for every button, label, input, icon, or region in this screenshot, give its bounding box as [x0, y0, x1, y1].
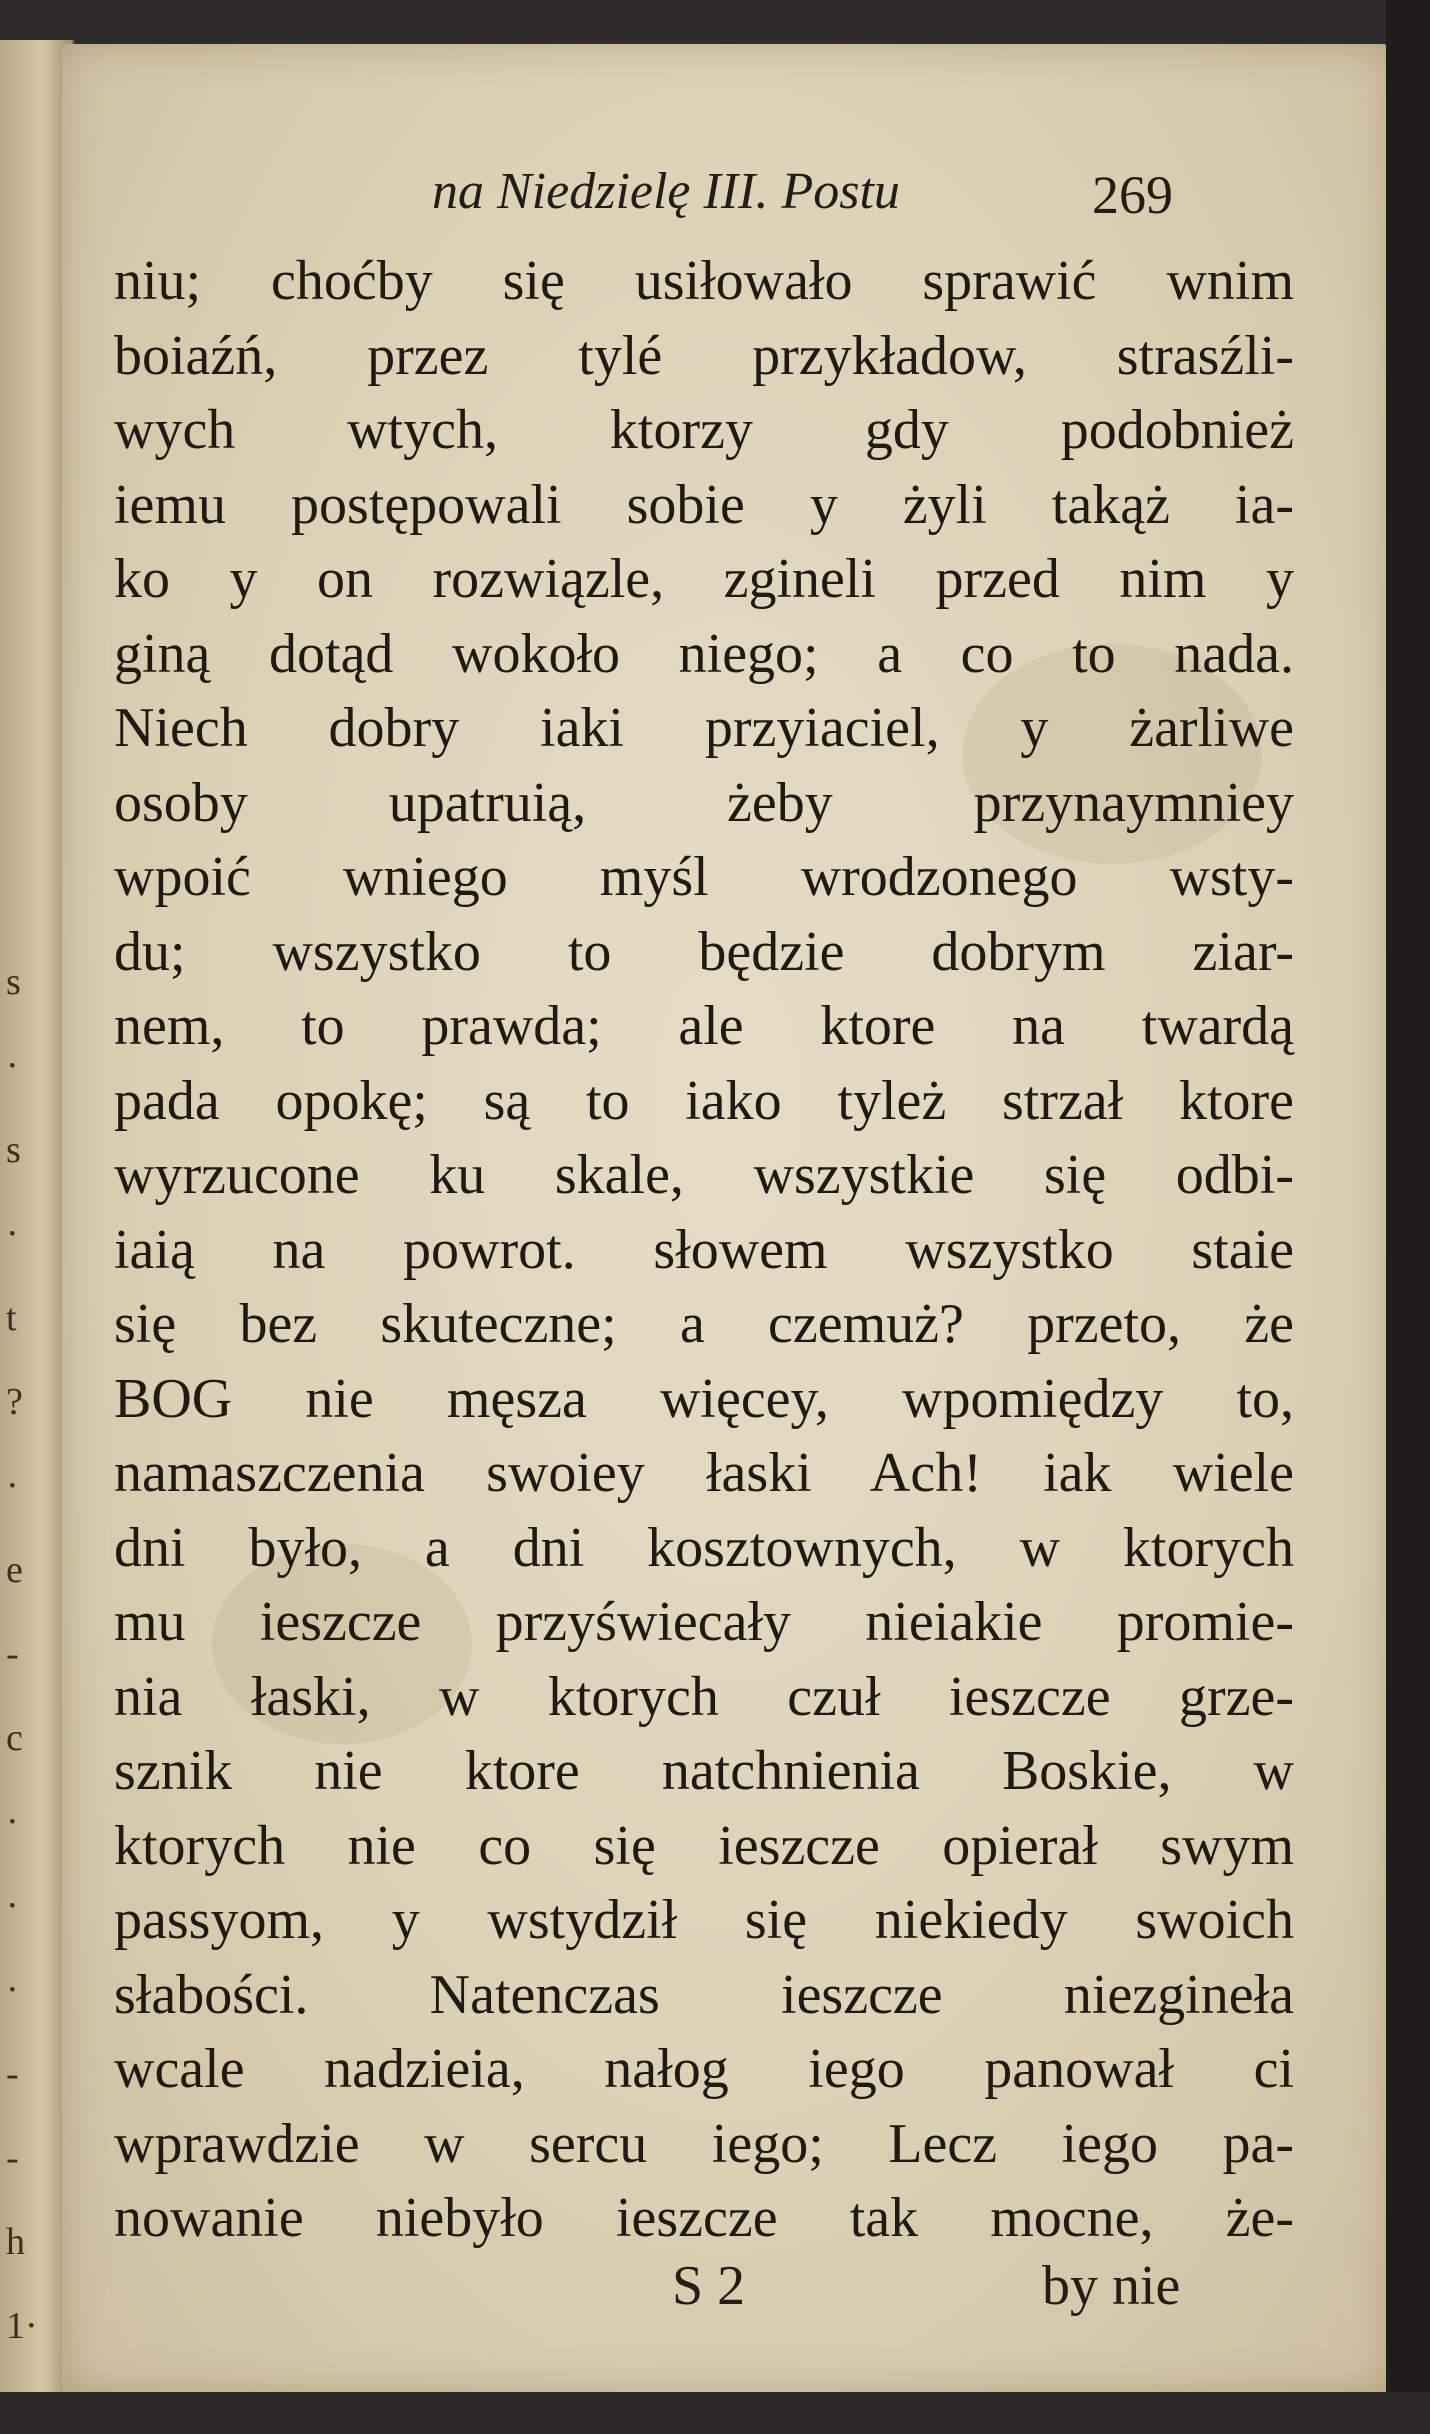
text-line: passyom, y wstydził się niekiedy swoich: [114, 1889, 1294, 1951]
scanner-background-bottom: [0, 2392, 1430, 2434]
text-line: ko y on rozwiązle, zgineli przed nim y: [114, 548, 1294, 610]
text-line: boiaźń, przez tylé przykładow, strasźli-: [114, 324, 1294, 387]
text-line: wych wtych, ktorzy gdy podobnież: [114, 399, 1294, 461]
body-text: [114, 244, 1294, 2256]
catchword: by nie: [1042, 2255, 1181, 2317]
text-line: wprawdzie w sercu iego; Lecz iego pa-: [114, 2112, 1294, 2175]
text-line: namaszczenia swoiey łaski Ach! iak wiele: [114, 1442, 1294, 1504]
text-line: wyrzucone ku skale, wszystkie się odbi-: [114, 1144, 1294, 1206]
prev-mark: h: [6, 2221, 25, 2263]
text-line: mu ieszcze przyświecały nieiakie promie-: [114, 1591, 1294, 1653]
scanner-background-top: [0, 0, 1430, 44]
page-header: [132, 154, 1292, 234]
book-page: [62, 44, 1392, 2394]
text-line: giną dotąd wokoło niego; a co to nada.: [114, 622, 1294, 685]
prev-mark: ·: [6, 1213, 19, 1255]
text-line: słabości. Natenczas ieszcze niezgineła: [114, 1963, 1294, 2026]
text-line: pada opokę; są to iako tyleż strzał ktore: [114, 1069, 1294, 1132]
text-line: się bez skuteczne; a czemuż? przeto, że: [114, 1293, 1294, 1355]
text-line: BOG nie męsza więcey, wpomiędzy to,: [114, 1367, 1294, 1430]
prev-mark: s: [6, 961, 21, 1003]
prev-mark: t: [6, 1297, 17, 1339]
prev-mark: -: [6, 1633, 19, 1675]
text-line: nowanie niebyło ieszcze tak mocne, że-: [114, 2187, 1294, 2249]
signature-mark: S 2: [672, 2255, 746, 2317]
prev-mark: ·: [6, 1969, 19, 2011]
prev-mark: -: [6, 2137, 19, 2179]
page-number: 269: [1092, 165, 1173, 225]
prev-mark: ·: [6, 1885, 19, 1927]
prev-mark: s: [6, 1129, 21, 1171]
text-line: du; wszystko to będzie dobrym ziar-: [114, 920, 1294, 983]
text-line: wpoić wniego myśl wrodzonego wsty-: [114, 846, 1294, 908]
text-line: ktorych nie co się ieszcze opierał swym: [114, 1814, 1294, 1877]
text-line: nia łaski, w ktorych czuł ieszcze grze-: [114, 1665, 1294, 1728]
text-line: osoby upatruią, żeby przynaymniey: [114, 771, 1294, 834]
prev-mark: ·: [6, 1045, 19, 1087]
text-line: wcale nadzieia, nałog iego panował ci: [114, 2038, 1294, 2100]
text-line: sznik nie ktore natchnienia Boskie, w: [114, 1740, 1294, 1802]
prev-mark: 1·: [6, 2305, 38, 2347]
text-line: iemu postępowali sobie y żyli takąż ia-: [114, 473, 1294, 536]
prev-mark: ·: [6, 1465, 19, 1507]
text-line: nem, to prawda; ale ktore na twardą: [114, 995, 1294, 1057]
running-head: na Niedzielę III. Postu: [432, 163, 900, 220]
page-footer: [132, 2254, 1292, 2334]
previous-page-marks: [6, 940, 46, 2368]
prev-mark: c: [6, 1717, 23, 1759]
prev-mark: -: [6, 2053, 19, 2095]
prev-mark: e: [6, 1549, 23, 1591]
text-line: iaią na powrot. słowem wszystko staie: [114, 1218, 1294, 1281]
prev-mark: ?: [6, 1381, 23, 1423]
text-line: niu; choćby się usiłowało sprawić wnim: [114, 250, 1294, 312]
scanner-background-right: [1386, 0, 1430, 2434]
text-line: Niech dobry iaki przyiaciel, y żarliwe: [114, 697, 1294, 759]
text-line: dni było, a dni kosztownych, w ktorych: [114, 1516, 1294, 1579]
prev-mark: ·: [6, 1801, 19, 1843]
